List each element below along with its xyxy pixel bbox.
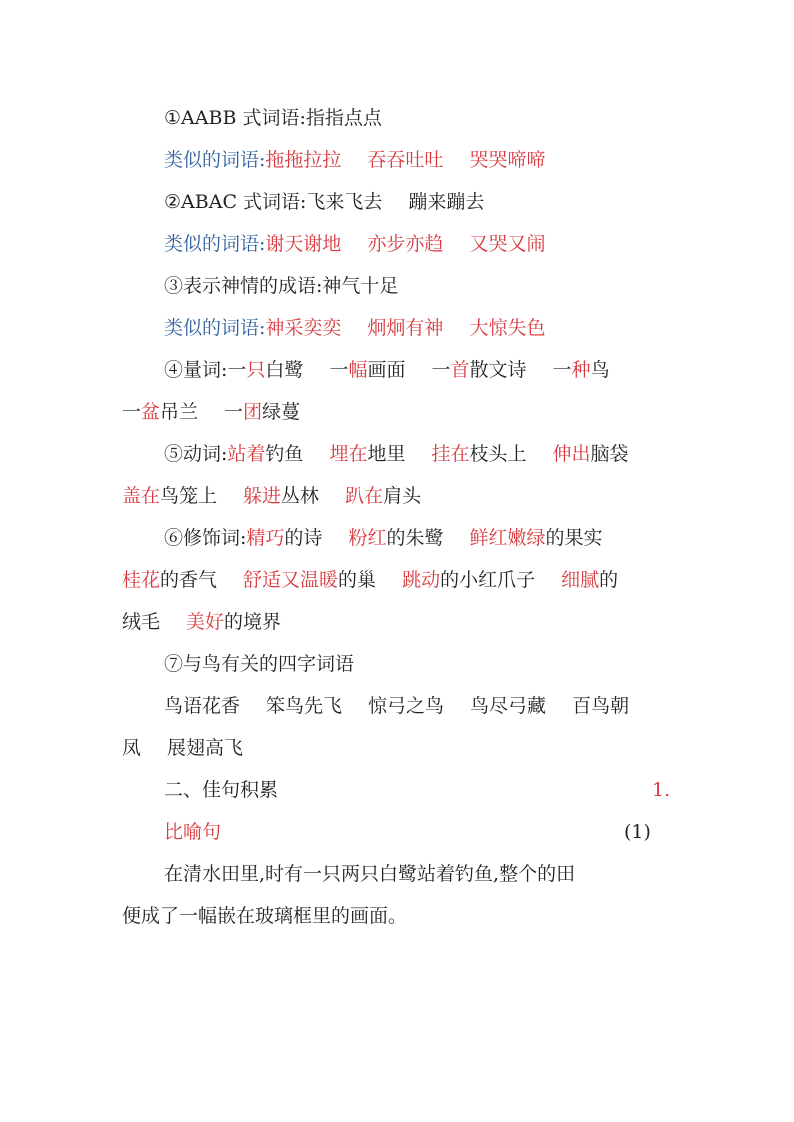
modifier: 桂花 [122, 569, 161, 591]
verb: 站着 [227, 443, 266, 465]
word: 神采奕奕 [265, 317, 342, 339]
measure-prefix: ④量词:一 [164, 359, 247, 381]
item-abac [164, 190, 682, 214]
bird-idiom-heading: ⑦与鸟有关的四字词语 [164, 653, 355, 675]
modifier: 鲜红嫩绿 [469, 527, 546, 549]
modifier: 精巧 [246, 527, 285, 549]
measure-word: 幅 [348, 359, 368, 381]
item-idioms [164, 274, 682, 298]
measure-words-line-2 [122, 400, 682, 424]
idiom: 笨鸟先飞 [266, 695, 343, 717]
object: 钓鱼 [265, 443, 304, 465]
measure-word: 只 [246, 359, 266, 381]
idiom: 惊弓之鸟 [368, 695, 445, 717]
noun-phrase: 的小红爪子 [440, 569, 536, 591]
verb: 挂在 [431, 443, 470, 465]
sentence-text: 在清水田里,时有一只两只白鹭站着钓鱼,整个的田 [164, 863, 576, 885]
item-bird-idioms [164, 652, 682, 676]
object: 肩头 [383, 485, 422, 507]
subsection-heading [164, 820, 682, 844]
noun-phrase: 的诗 [284, 527, 323, 549]
word: 又哭又闹 [469, 233, 546, 255]
measure-words-line-1 [164, 358, 682, 382]
example-sentence-line-1 [164, 862, 682, 886]
modifiers-line-1 [164, 526, 682, 550]
idiom: 鸟尽弓藏 [470, 695, 547, 717]
noun: 绿蔓 [262, 401, 301, 423]
aabb-heading: ①AABB 式词语:指指点点 [164, 107, 382, 129]
noun: 散文诗 [469, 359, 527, 381]
modifier: 舒适又温暖 [243, 569, 339, 591]
object: 地里 [367, 443, 406, 465]
noun-phrase: 的巢 [338, 569, 377, 591]
verbs-line-2 [122, 484, 682, 508]
modifier: 跳动 [402, 569, 441, 591]
word: 炯炯有神 [367, 317, 444, 339]
verb: 趴在 [345, 485, 384, 507]
verb: 伸出 [552, 443, 591, 465]
idiom: 展翅高飞 [167, 737, 244, 759]
object: 丛林 [281, 485, 320, 507]
number: 一 [224, 401, 244, 423]
modifier: 粉红 [348, 527, 387, 549]
idiom: 凤 [122, 737, 142, 759]
noun-phrase: 的果实 [545, 527, 603, 549]
measure-word: 首 [450, 359, 470, 381]
bird-idioms-line-2 [122, 736, 682, 760]
bird-idioms-line-1 [164, 694, 682, 718]
object: 脑袋 [590, 443, 629, 465]
verb: 躲进 [243, 485, 282, 507]
noun: 鸟 [590, 359, 610, 381]
word: 亦步亦趋 [367, 233, 444, 255]
object: 枝头上 [469, 443, 527, 465]
word: 大惊失色 [469, 317, 546, 339]
similar-words-1 [164, 148, 682, 172]
similar-words-2 [164, 232, 682, 256]
noun: 白鹭 [265, 359, 304, 381]
section-number: 1. [652, 779, 671, 801]
modifiers-line-3 [122, 610, 682, 634]
measure-word: 团 [243, 401, 263, 423]
modifier: 细腻 [561, 569, 600, 591]
similar-label: 类似的词语: [164, 149, 266, 171]
object: 鸟笼上 [160, 485, 218, 507]
modifier-prefix: ⑥修饰词: [164, 527, 247, 549]
modifiers-line-2 [122, 568, 682, 592]
subsection-title: 比喻句 [164, 821, 222, 843]
sentence-text: 便成了一幅嵌在玻璃框里的画面。 [122, 905, 408, 927]
word: 谢天谢地 [265, 233, 342, 255]
example-sentence-line-2 [122, 904, 682, 928]
verbs-line-1 [164, 442, 682, 466]
noun-phrase: 的朱鹭 [386, 527, 444, 549]
section-title: 二、佳句积累 [164, 779, 279, 801]
noun-phrase: 的境界 [224, 611, 282, 633]
word: 蹦来蹦去 [408, 191, 485, 213]
idiom: 百鸟朝 [572, 695, 630, 717]
verb: 盖在 [122, 485, 161, 507]
word: 吞吞吐吐 [367, 149, 444, 171]
abac-heading: ②ABAC 式词语:飞来飞去 [164, 191, 383, 213]
similar-label: 类似的词语: [164, 317, 266, 339]
verb-prefix: ⑤动词: [164, 443, 228, 465]
idiom: 鸟语花香 [164, 695, 241, 717]
verb: 埋在 [329, 443, 368, 465]
noun-phrase: 的香气 [160, 569, 218, 591]
number: 一 [329, 359, 349, 381]
noun-phrase: 的 [599, 569, 619, 591]
noun: 吊兰 [160, 401, 199, 423]
noun: 画面 [367, 359, 406, 381]
word: 哭哭啼啼 [469, 149, 546, 171]
measure-word: 盆 [141, 401, 161, 423]
word: 拖拖拉拉 [265, 149, 342, 171]
similar-label: 类似的词语: [164, 233, 266, 255]
subsection-number: (1) [624, 821, 651, 843]
number: 一 [552, 359, 572, 381]
modifier: 美好 [186, 611, 225, 633]
section-heading [164, 778, 682, 802]
idiom-heading: ③表示神情的成语:神气十足 [164, 275, 399, 297]
noun-phrase: 绒毛 [122, 611, 161, 633]
similar-words-3 [164, 316, 682, 340]
item-aabb [164, 106, 682, 130]
measure-word: 种 [571, 359, 591, 381]
number: 一 [122, 401, 142, 423]
number: 一 [431, 359, 451, 381]
